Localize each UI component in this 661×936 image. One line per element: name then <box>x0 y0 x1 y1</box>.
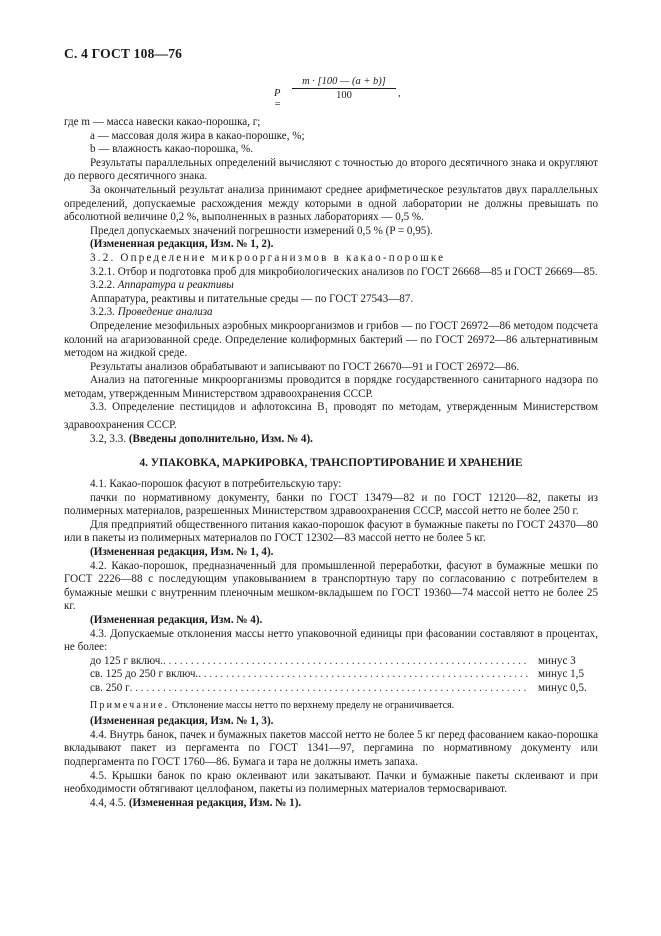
revision-note: 3.2, 3.3. (Введены дополнительно, Изм. № 4). <box>90 432 313 445</box>
revision-note: (Измененная редакция, Изм. № 4). <box>90 614 263 626</box>
clause-number: 3.2.3. <box>90 306 115 319</box>
tolerance-row <box>64 682 598 696</box>
clause-4-2: 4.2. Какао-порошок, предназначенный для промышленной переработки, фасуют в бумажные мешки по ГОСТ 2226—88 с последующим упаковыванием в транспортную тару по согласованию с потребителем в бумажные мешки с внутренним пленочным мешком-вкладышем по ГОСТ 19360—74 массой нетто не более 25 кг. <box>64 559 598 613</box>
clause-4-1-packs: пачки по нормативному документу, банки по ГОСТ 13479—82 и по ГОСТ 12120—82, пакеты из полимерных материалов, разрешенных Министерством здравоохранения СССР, массой нетто не более 250 г. <box>64 491 598 518</box>
clause-4-3: 4.3. Допускаемые отклонения массы нетто упаковочной единицы при фасовании составляют в процентах, не более: <box>64 627 598 654</box>
page-header: С. 4 ГОСТ 108—76 <box>64 46 183 61</box>
tolerance-label: до 125 г включ. <box>90 654 164 667</box>
formula-numerator: m · [100 — (a + b)] <box>292 76 396 89</box>
clause-4-5: 4.5. Крышки банок по краю оклеивают или закатывают. Пачки и бумажные пакеты склеивают и при необходимости обтягивают целлофаном, пакеты из полимерных материалов термосваривают. <box>64 769 598 796</box>
leader-dots <box>198 668 528 682</box>
paragraph-final-result: За окончательный результат анализа принимают среднее арифметическое результатов двух параллельных определений, допускаемые расхождения между которыми в одной лаборатории не должны превышать по абсолютной величине 0,2 %, выполненных в разных лабораториях — 0,5 %. <box>64 183 598 224</box>
revision-note: 4.4, 4.5. (Измененная редакция, Изм. № 1). <box>90 796 302 809</box>
clause-3-2: 3.2. Определение микроорганизмов в какао-порошке <box>90 251 446 264</box>
clause-title: Проведение анализа <box>117 306 213 319</box>
formula-comma: , <box>398 88 401 99</box>
tolerance-label: св. 125 до 250 г включ. <box>90 668 199 681</box>
definition-b: b — влажность какао-порошка, %. <box>90 143 254 156</box>
clause-3-3: 3.3. Определение пестицидов и афлотоксина $B_1$ проводят по методам, утвержденным Министерством здравоохранения СССР. <box>64 401 598 432</box>
clause-3-2-2-text: Аппаратура, реактивы и питательные среды — по ГОСТ 27543—87. <box>90 292 414 305</box>
clause-3-2-3-text: Определение мезофильных аэробных микроорганизмов и грибов — по ГОСТ 26972—86 методом подсчета колоний на агаризованной среде. Определение колиформных бактерий — по ГОСТ 26972—86 альтернативным методом на жидкой среде. <box>64 319 598 360</box>
section-4-heading: 4. УПАКОВКА, МАРКИРОВКА, ТРАНСПОРТИРОВАНИЕ И ХРАНЕНИЕ <box>139 457 523 470</box>
tolerance-row <box>64 668 598 682</box>
clause-3-2-3-pathogens: Анализ на патогенные микроорганизмы проводится в порядке государственного санитарного надзора по методам, утвержденным Министерством здравоохранения СССР. <box>64 374 598 400</box>
note <box>64 699 598 713</box>
clause-number: 3.2.2. <box>90 279 115 292</box>
formula-lhs: P = <box>274 88 282 110</box>
formula-denominator: 100 <box>336 90 352 101</box>
clause-4-1: 4.1. Какао-порошок фасуют в потребительскую тару: <box>90 478 342 491</box>
revision-note: (Измененная редакция, Изм. № 1, 3). <box>90 715 274 728</box>
document-body <box>64 116 598 810</box>
revision-note: (Измененная редакция, Изм. № 1, 2). <box>90 238 274 251</box>
tolerance-row <box>64 655 598 669</box>
clause-4-1-catering: Для предприятий общественного питания какао-порошок фасуют в бумажные пакеты по ГОСТ 24370—80 или в пакеты из полимерных материалов по ГОСТ 12302—83 массой нетто не более 5 кг. <box>64 518 598 545</box>
clause-3-2-1: 3.2.1. Отбор и подготовка проб для микробиологических анализов по ГОСТ 26668—85 и ГОСТ 26669—85. <box>90 265 598 278</box>
paragraph-error-limit: Предел допускаемых значений погрешности измерений 0,5 % (P = 0,95). <box>90 224 433 237</box>
paragraph-rounding: Результаты параллельных определений вычисляют с точностью до второго десятичного знака и округляют до первого десятичного знака. <box>64 156 598 183</box>
clause-3-2-3-results: Результаты анализов обрабатывают и записывают по ГОСТ 26670—91 и ГОСТ 26972—86. <box>90 360 520 373</box>
tolerance-value: минус 0,5. <box>538 681 587 694</box>
clause-4-4: 4.4. Внутрь банок, пачек и бумажных пакетов массой нетто не более 5 кг перед фасованием какао-порошка вкладывают пакет из пергамента по ГОСТ 1341—97, пергамина по нормативному документу или подпергамента по ГОСТ 1760—86. Бумага и тара не должны иметь запаха. <box>64 728 598 768</box>
definition-a: a — массовая доля жира в какао-порошке, %; <box>90 129 305 142</box>
tolerance-label: св. 250 г <box>90 681 130 694</box>
clause-title: Аппаратура и реактивы <box>117 279 234 292</box>
note-text: Отклонение массы нетто по верхнему пределу не ограничивается. <box>169 699 455 711</box>
note-label: Примечание. <box>90 699 170 711</box>
tolerance-value: минус 3 <box>538 654 576 667</box>
tolerance-value: минус 1,5 <box>538 668 585 681</box>
clause-3-2-3 <box>64 306 598 320</box>
definition-m: где m — масса навески какао-порошка, г; <box>64 116 261 128</box>
leader-dots <box>130 682 528 696</box>
formula-fraction <box>292 76 396 101</box>
clause-3-2-2 <box>64 279 598 293</box>
revision-note: (Измененная редакция, Изм. № 1, 4). <box>90 546 274 559</box>
leader-dots <box>163 655 528 669</box>
